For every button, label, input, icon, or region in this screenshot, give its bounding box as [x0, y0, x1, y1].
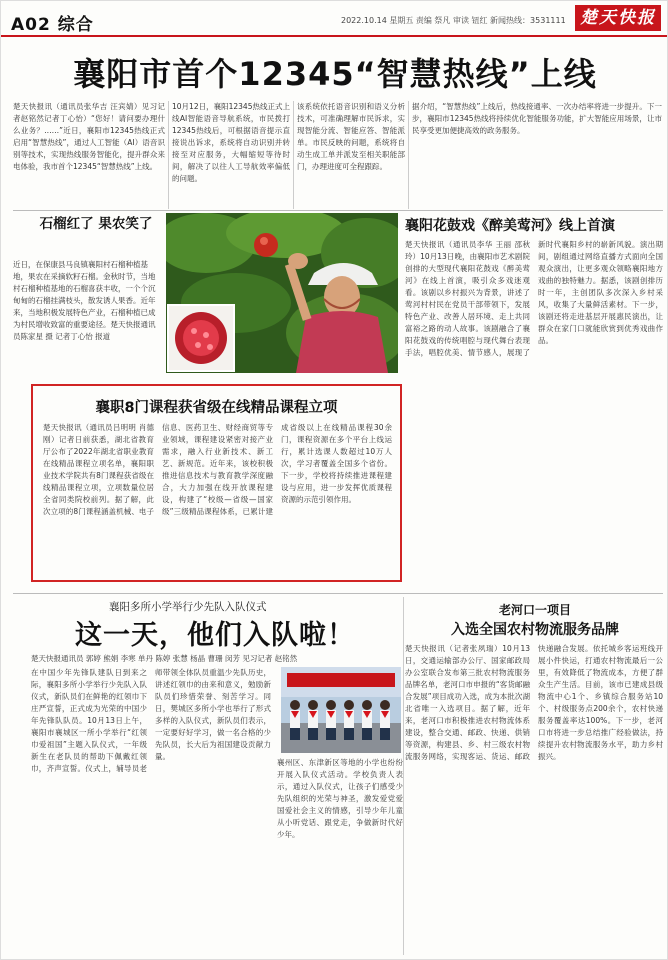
lead-article-col-3: 该系统依托语音识别和语义分析技术，可准确理解市民诉求，实现智能分流、智能应答、智能派单。市民反映的问题，系统将自动生成工单并派发至相关职能部门，办理进度可全程跟踪。 — [297, 102, 405, 171]
brand-headline: 入选全国农村物流服务品牌 — [451, 622, 619, 638]
pomegranate-photo-illustration — [166, 213, 398, 373]
main-headline: 襄阳市首个12345“智慧热线”上线 — [73, 55, 597, 93]
masthead-logo: 楚天快报 — [575, 5, 661, 31]
kids-headline: 这一天，他们入队啦！ — [75, 620, 355, 651]
opera-article: 楚天快报讯（通讯员李华 王丽 邵秋玲）10月13日晚，由襄阳市艺术剧院创排的大型现代襄阳花鼓戏《醉美莺河》在线上首演，吸引众多戏迷观看。该剧以乡村振兴为背景，讲述了莺河村村民在党员干部带领下，发展特色产业、改善人居环境、走上共同富裕之路的动人故事。该剧融合了襄阳花鼓戏的传统唱腔与现代舞台表现手法，唱腔优美、情节感人，展现了新时代襄阳乡村的崭新风貌。演出期间，剧组通过网络直播方式面向全国观众演出，让更多观众领略襄阳地方戏曲的独特魅力。据悉，该剧创排历时一年，主创团队多次深入乡村采风，收集了大量鲜活素材。下一步，该剧还将走进基层开展惠民演出，让群众在家门口就能欣赏到优秀戏曲作品。 — [405, 240, 663, 357]
course-headline: 襄职8门课程获省级在线精品课程立项 — [95, 400, 338, 416]
date-line: 2022.10.14 星期五 责编 祭凡 审读 钮红 新闻热线：3531111 — [341, 16, 566, 25]
pomegranate-article: 近日，在保康县马良镇襄阳村石榴种植基地，果农在采摘软籽石榴。金秋时节，当地村石榴种植基地的石榴喜获丰收，一个个沉甸甸的石榴挂满枝头，散发诱人果香。近年来，当地积极发展特色产业，石榴种植已成为村民增收致富的重要途径。楚天快报通讯员陈家星 摄 记者丁心怡 报道 — [13, 260, 156, 341]
lead-article-col-2: 10月12日，襄阳12345热线正式上线AI智能语音导航系统，市民拨打12345热线后，可根据语音提示直接说出诉求，系统将自动识别并转接至对应服务，大幅缩短等待时间，解决了以往人工导航效率偏低的问题。 — [172, 102, 290, 183]
column-divider — [408, 101, 409, 209]
pomegranate-harvest-photo — [166, 213, 398, 373]
kids-article-body-continued: 襄州区、东津新区等地的小学也纷纷开展入队仪式活动。学校负责人表示，通过入队仪式，让孩子们感受少先队组织的光荣与神圣，激发爱党爱国爱社会主义的情感，引导少年儿童从小听党话、跟党走，争做新时代好少年。 — [277, 758, 403, 839]
course-article-body: 楚天快报讯（通讯员吕明明 肖德刚）记者日前获悉，湖北省教育厅公布了2022年湖北省职业教育在线精品课程立项名单，襄阳职业技术学院共有8门课程获省级在线精品课程立项，立项数量位居全省同类院校前列。据了解，此次立项的8门课程涵盖机械、电子信息、医药卫生、财经商贸等专业领域，课程建设紧密对接产业需求，融入行业新技术、新工艺、新规范。近年来，该校积极推进信息技术与教育教学深度融合，大力加强在线开放课程建设，构建了“校级—省级—国家级”三级精品课程体系，已累计建成省级以上在线精品课程30余门，课程资源在多个平台上线运行，累计选课人数超过10万人次，学习者覆盖全国多个省份。下一步，学校将持续推进课程建设与应用，进一步发挥优质课程资源的示范引领作用。 — [43, 423, 392, 516]
brand-kicker-headline: 老河口一项目 — [498, 603, 571, 617]
lead-article-col-1: 楚天快报讯（通讯员张华吉 汪宾婧）见习记者赵铭然记者丁心怡）“您好！请问要办理什么业务？……”近日，襄阳市12345热线正式启用“智慧热线”，通过人工智能（AI）语音识别等技术，实现热线服务智能化，提升群众来电体验，我市首个12345“智慧热线”上线。 — [13, 102, 165, 171]
opera-headline: 襄阳花鼓戏《醉美莺河》线上首演 — [405, 218, 615, 234]
column-divider — [293, 101, 294, 209]
kids-kicker-headline: 襄阳多所小学举行少先队入队仪式 — [109, 601, 267, 613]
young-pioneers-photo-illustration — [281, 667, 401, 753]
highlighted-course-article — [31, 384, 402, 582]
section-divider — [13, 593, 663, 594]
lead-article-col-4: 据介绍，“智慧热线”上线后，热线接通率、一次办结率将进一步提升。下一步，襄阳市12345热线将持续优化智能服务功能，扩大智能应用场景，让市民享受更加便捷高效的政务服务。 — [412, 102, 662, 135]
young-pioneers-photo — [281, 667, 401, 753]
kids-article-body: 在中国少年先锋队建队日到来之际，襄阳多所小学举行少先队入队仪式，新队员们在鲜艳的红领巾下庄严宣誓，正式成为光荣的中国少年先锋队队员。10月13日上午，襄阳市襄城区一所小学举行“红领巾爱祖国”主题入队仪式，一年级新生在老队员的帮助下佩戴红领巾，齐声宣誓。仪式上，辅导员老师带领全体队员重温少先队历史，讲述红领巾的由来和意义，勉励新队员们珍惜荣誉、刻苦学习。同日，樊城区多所小学也举行了形式多样的入队仪式，新队员们表示，一定要好好学习，做一名合格的少先队员，长大后为祖国建设贡献力量。 — [31, 668, 271, 773]
brand-article-body: 楚天快报讯（记者张夙瑞）10月13日，交通运输部办公厅、国家邮政局办公室联合发布第三批农村物流服务品牌名单，老河口市申报的“客货邮融合发展”项目成功入选，成为本批次湖北省唯一入选项目。据了解，近年来，老河口市积极推进农村物流体系建设，整合交通、邮政、快递、供销等资源，构建县、乡、村三级农村物流服务网络，实现客运、货运、邮政快递融合发展。依托城乡客运班线开展小件快运，打通农村物流最后一公里，有效降低了物流成本，方便了群众生产生活。目前，该市已建成县级物流中心1个、乡镇综合服务站10个、村级服务点200余个，农村快递服务覆盖率达100%。下一步，老河口市将进一步总结推广经验做法，持续提升农村物流服务水平，助力乡村振兴。 — [405, 644, 663, 761]
kids-byline: 楚天快报通讯员 郭婷 熊娟 李寒 单丹 陈婷 张慧 杨晶 曹珊 闵芳 见习记者 赵铭然 — [31, 654, 298, 663]
pomegranate-headline: 石榴红了 果农笑了 — [39, 216, 153, 232]
section-divider — [13, 210, 663, 211]
page-header — [1, 1, 668, 37]
page-section-label: A02 综合 — [11, 15, 94, 35]
column-divider — [168, 101, 169, 209]
column-divider — [403, 597, 404, 955]
